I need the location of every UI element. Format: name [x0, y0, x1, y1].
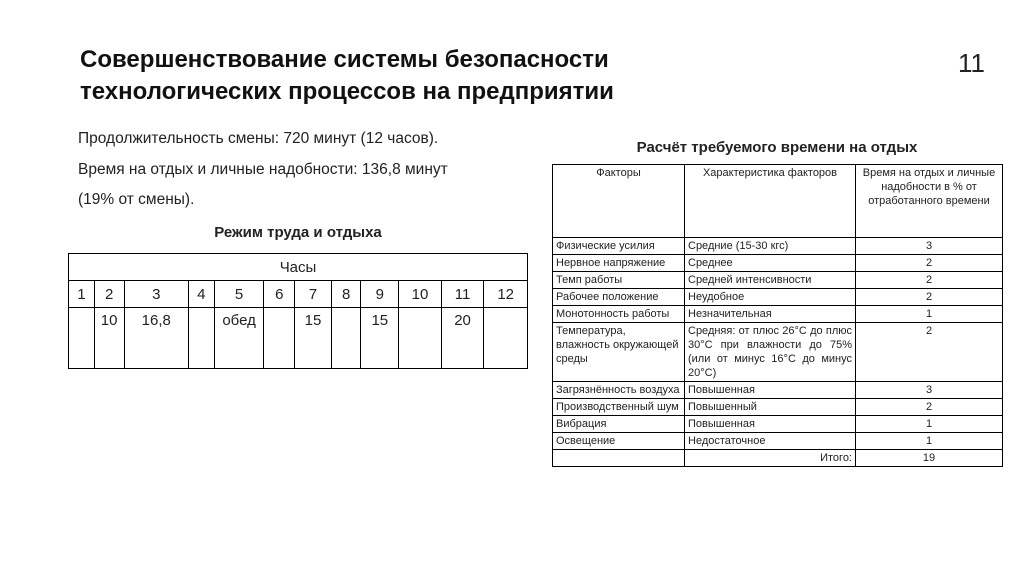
hour-value-cell — [331, 308, 361, 369]
hour-cell: 11 — [441, 281, 484, 308]
rest-calc-heading: Расчёт требуемого времени на отдых — [636, 139, 918, 156]
value-cell: 3 — [856, 382, 1003, 399]
shift-duration-text: Продолжительность смены: 720 минут (12 часов). — [78, 130, 439, 147]
hour-cell: 12 — [484, 281, 528, 308]
value-cell: 2 — [856, 289, 1003, 306]
rest-time-text: Время на отдых и личные надобности: 136,8 минут — [78, 161, 448, 178]
hour-value-cell — [484, 308, 528, 369]
hour-cell: 1 — [69, 281, 95, 308]
column-header: Время на отдых и личные надобности в % от отработанного времени — [856, 165, 1003, 238]
factor-cell: Вибрация — [553, 416, 685, 433]
hour-value-cell — [399, 308, 442, 369]
factor-cell: Производственный шум — [553, 399, 685, 416]
table-row — [553, 433, 1003, 450]
factor-cell: Загрязнённость воздуха — [553, 382, 685, 399]
hour-cell: 2 — [94, 281, 124, 308]
column-header: Факторы — [553, 165, 685, 238]
hour-value-cell: 15 — [295, 308, 332, 369]
table-row — [553, 272, 1003, 289]
hour-cell: 6 — [264, 281, 295, 308]
hour-cell: 4 — [188, 281, 214, 308]
hour-cell: 8 — [331, 281, 361, 308]
table-row — [553, 416, 1003, 433]
hour-value-cell: 16,8 — [124, 308, 188, 369]
table-header-row — [553, 165, 1003, 238]
characteristic-cell: Незначительная — [685, 306, 856, 323]
hour-cell: 10 — [399, 281, 442, 308]
factor-cell: Темп работы — [553, 272, 685, 289]
characteristic-cell: Повышенная — [685, 382, 856, 399]
work-rest-heading: Режим труда и отдыха — [214, 224, 382, 241]
total-label: Итого: — [685, 450, 856, 467]
characteristic-cell: Средняя: от плюс 26°С до плюс 30°С при влажности до 75% (или от минус 16°С до минус 20°С) — [685, 323, 856, 382]
factor-cell: Нервное напряжение — [553, 255, 685, 272]
hour-value-cell: 20 — [441, 308, 484, 369]
characteristic-cell: Недостаточное — [685, 433, 856, 450]
hours-header: Часы — [69, 254, 528, 281]
value-cell: 2 — [856, 399, 1003, 416]
characteristic-cell: Средние (15-30 кгс) — [685, 238, 856, 255]
factor-cell: Рабочее положение — [553, 289, 685, 306]
table-row — [553, 238, 1003, 255]
slide-title — [80, 44, 840, 108]
table-row — [553, 323, 1003, 382]
value-cell: 3 — [856, 238, 1003, 255]
hour-cell: 7 — [295, 281, 332, 308]
hour-value-cell: обед — [214, 308, 264, 369]
total-empty-cell — [553, 450, 685, 467]
hour-cell: 9 — [361, 281, 399, 308]
total-value: 19 — [856, 450, 1003, 467]
table-row — [553, 255, 1003, 272]
hour-value-cell — [188, 308, 214, 369]
table-row — [553, 382, 1003, 399]
characteristic-cell: Неудобное — [685, 289, 856, 306]
hour-value-cell: 15 — [361, 308, 399, 369]
value-cell: 2 — [856, 272, 1003, 289]
hour-value-cell: 10 — [94, 308, 124, 369]
characteristic-cell: Средней интенсивности — [685, 272, 856, 289]
factor-cell: Освещение — [553, 433, 685, 450]
table-row — [553, 399, 1003, 416]
value-cell: 2 — [856, 255, 1003, 272]
factor-cell: Монотонность работы — [553, 306, 685, 323]
characteristic-cell: Повышенный — [685, 399, 856, 416]
rest-calc-table — [552, 164, 1003, 467]
hour-cell: 5 — [214, 281, 264, 308]
factor-cell: Физические усилия — [553, 238, 685, 255]
table-row — [553, 306, 1003, 323]
value-cell: 1 — [856, 416, 1003, 433]
value-cell: 1 — [856, 433, 1003, 450]
value-cell: 2 — [856, 323, 1003, 382]
work-rest-table — [68, 253, 528, 369]
characteristic-cell: Среднее — [685, 255, 856, 272]
value-cell: 1 — [856, 306, 1003, 323]
table-row — [553, 289, 1003, 306]
slide-number: 11 — [958, 48, 985, 78]
column-header: Характеристика факторов — [685, 165, 856, 238]
rest-percent-text: (19% от смены). — [78, 191, 195, 208]
hour-cell: 3 — [124, 281, 188, 308]
factor-cell: Температура, влажность окружающей среды — [553, 323, 685, 382]
hour-value-cell — [69, 308, 95, 369]
total-row — [553, 450, 1003, 467]
slide-title-line1: Совершенствование системы безопасности — [80, 46, 609, 73]
hour-value-cell — [264, 308, 295, 369]
slide-title-line2: технологических процессов на предприятии — [80, 78, 614, 105]
characteristic-cell: Повышенная — [685, 416, 856, 433]
